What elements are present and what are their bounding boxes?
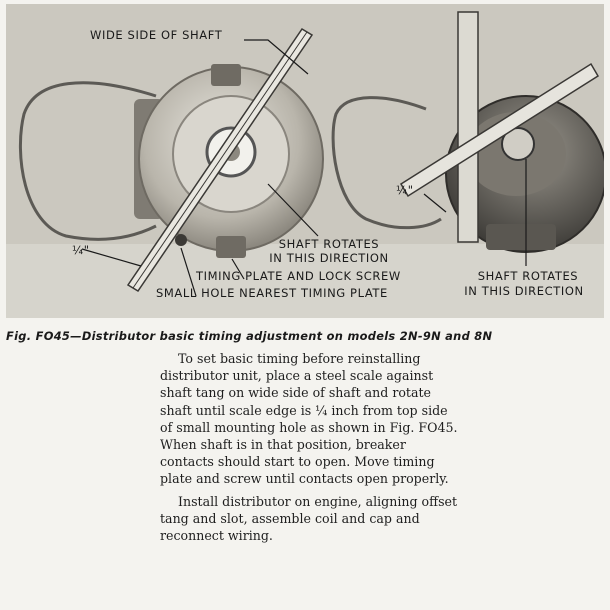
paragraph-2: Install distributor on engine, aligning offset tang and slot, assemble coil and cap and reconnect wiring. (160, 493, 458, 544)
label-quarter-left: ¼" (72, 243, 90, 257)
label-shaft-rotates-right-2: IN THIS DIRECTION (464, 284, 584, 298)
label-shaft-rotates-right-1: SHAFT ROTATES (477, 269, 579, 283)
label-quarter-right: ¼" (396, 183, 414, 197)
label-small-hole: SMALL HOLE NEAREST TIMING PLATE (156, 286, 388, 300)
figure-caption: Fig. FO45—Distributor basic timing adjustment on models 2N-9N and 8N (6, 329, 493, 343)
timing-plate-left (216, 236, 246, 258)
steel-scale-right-vertical (458, 12, 478, 242)
body-text (160, 350, 458, 549)
label-timing-plate: TIMING PLATE AND LOCK SCREW (196, 269, 401, 283)
label-wide-side: WIDE SIDE OF SHAFT (90, 28, 223, 42)
distributor-photo (6, 4, 604, 318)
small-hole (175, 234, 187, 246)
label-shaft-rotates-left-2: IN THIS DIRECTION (269, 251, 389, 265)
label-shaft-rotates-left-1: SHAFT ROTATES (278, 237, 380, 251)
paragraph-1: To set basic timing before reinstalling distributor unit, place a steel scale against shaft tang on wide side of shaft and rotate shaft until scale edge is ¼ inch from top side of small mounting hole as shown in Fig. FO45. When shaft is in that position, breaker contacts should start to open. Move timing plate and screw until contacts open properly. (160, 351, 458, 487)
